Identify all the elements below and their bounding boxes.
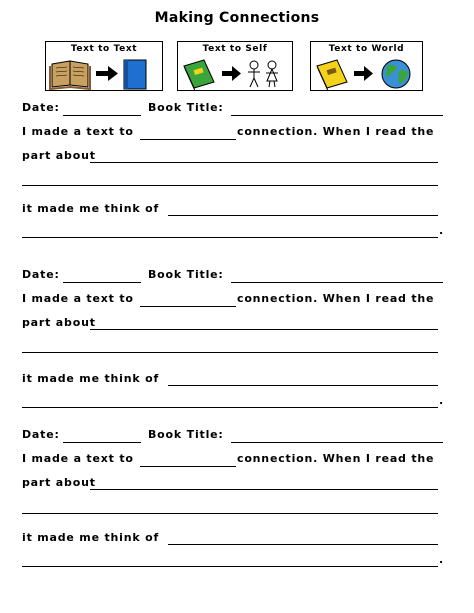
arrow-icon: [354, 66, 373, 81]
date-label: Date:: [22, 428, 60, 441]
connection-label: connection. When I read the: [237, 125, 435, 138]
book-title-field[interactable]: [231, 282, 443, 283]
arrow-icon: [222, 66, 241, 81]
book-title-field[interactable]: [231, 442, 443, 443]
green-book-icon: [184, 60, 214, 90]
text-to-self-box: [177, 41, 293, 91]
connection-label: connection. When I read the: [237, 452, 435, 465]
yellow-book-icon: [317, 60, 347, 90]
think-of-field[interactable]: [168, 385, 438, 386]
think-of-field[interactable]: [168, 215, 438, 216]
text-to-self-label: Text to Self: [202, 44, 268, 54]
closed-book-icon: [124, 60, 146, 89]
part-about-field[interactable]: [90, 329, 438, 330]
date-field[interactable]: [63, 282, 141, 283]
part-about-field[interactable]: [90, 489, 438, 490]
connection-type-field[interactable]: [140, 466, 236, 467]
date-field[interactable]: [63, 442, 141, 443]
open-book-icon: [50, 61, 90, 89]
text-to-world-box: [310, 41, 423, 91]
page-title: Making Connections: [154, 10, 320, 26]
end-period: .: [439, 553, 444, 566]
made-text-label: I made a text to: [22, 452, 134, 465]
connection-label: connection. When I read the: [237, 292, 435, 305]
think-of-continued-field[interactable]: [22, 566, 438, 567]
book-title-label: Book Title:: [148, 428, 224, 441]
connection-type-field[interactable]: [140, 306, 236, 307]
book-title-label: Book Title:: [148, 268, 224, 281]
book-title-field[interactable]: [231, 115, 443, 116]
part-about-label: part about: [22, 316, 96, 329]
think-of-continued-field[interactable]: [22, 237, 438, 238]
text-to-text-box: [45, 41, 163, 91]
part-about-field[interactable]: [90, 162, 438, 163]
end-period: .: [439, 394, 444, 407]
text-to-text-label: Text to Text: [70, 44, 138, 54]
text-to-world-illustration: [311, 56, 424, 90]
children-icon: [248, 61, 278, 87]
part-about-label: part about: [22, 149, 96, 162]
think-of-label: it made me think of: [22, 531, 160, 544]
part-about-continued-field[interactable]: [22, 185, 438, 186]
text-to-world-label: Text to World: [328, 44, 405, 54]
connection-type-field[interactable]: [140, 139, 236, 140]
book-title-label: Book Title:: [148, 101, 224, 114]
think-of-field[interactable]: [168, 544, 438, 545]
think-of-label: it made me think of: [22, 372, 160, 385]
globe-icon: [382, 60, 410, 88]
date-label: Date:: [22, 268, 60, 281]
made-text-label: I made a text to: [22, 292, 134, 305]
think-of-label: it made me think of: [22, 202, 160, 215]
arrow-icon: [96, 66, 118, 81]
part-about-label: part about: [22, 476, 96, 489]
text-to-text-illustration: [46, 56, 164, 90]
date-label: Date:: [22, 101, 60, 114]
part-about-continued-field[interactable]: [22, 352, 438, 353]
end-period: .: [439, 224, 444, 237]
text-to-self-illustration: [178, 56, 294, 90]
think-of-continued-field[interactable]: [22, 407, 438, 408]
part-about-continued-field[interactable]: [22, 513, 438, 514]
made-text-label: I made a text to: [22, 125, 134, 138]
date-field[interactable]: [63, 115, 141, 116]
